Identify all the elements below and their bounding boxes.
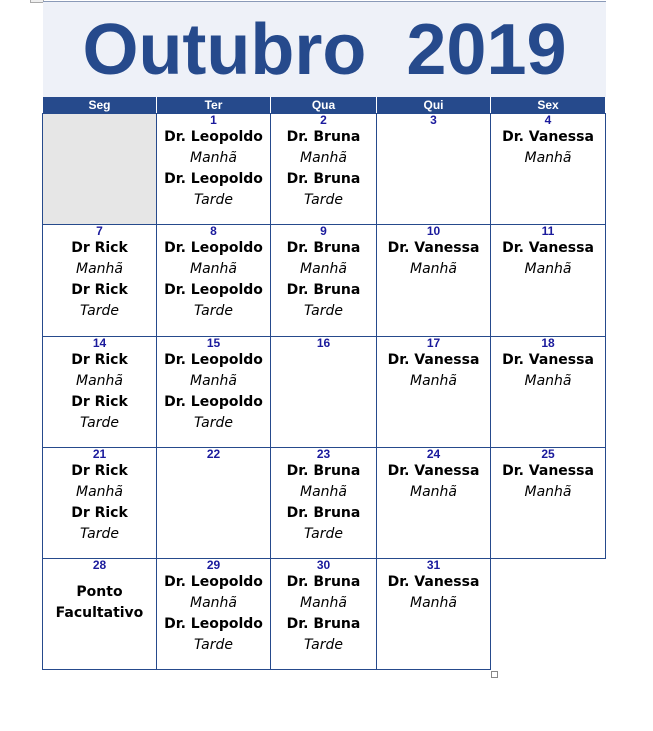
day-number: 28: [92, 558, 107, 572]
shift-label: Tarde: [80, 526, 119, 542]
day-cell[interactable]: [42, 336, 157, 448]
shift-label: Tarde: [194, 415, 233, 431]
day-number: 23: [316, 447, 331, 461]
doctor-name: Dr. Bruna: [286, 240, 361, 256]
note-line: Ponto: [76, 584, 123, 600]
shift-label: Manhã: [190, 373, 237, 389]
day-cell[interactable]: [490, 447, 606, 559]
shift-label: Manhã: [410, 261, 457, 277]
doctor-name: Dr. Leopoldo: [164, 240, 263, 256]
doctor-name: Dr. Bruna: [286, 616, 361, 632]
shift-label: Tarde: [304, 192, 343, 208]
day-number: 15: [206, 336, 221, 350]
weekday-seg: Seg: [43, 97, 157, 113]
doctor-name: Dr. Vanessa: [387, 352, 480, 368]
day-cell[interactable]: [376, 336, 491, 448]
day-number: 3: [430, 113, 437, 127]
day-number: 14: [92, 336, 107, 350]
day-cell[interactable]: [376, 447, 491, 559]
day-number: 2: [320, 113, 327, 127]
doctor-name: Dr Rick: [71, 240, 128, 256]
day-number: 18: [541, 336, 555, 350]
day-number: 21: [92, 447, 107, 461]
day-number: 17: [426, 336, 441, 350]
doctor-name: Dr. Leopoldo: [164, 616, 263, 632]
day-cell[interactable]: [376, 558, 491, 670]
day-number: 4: [544, 113, 552, 127]
day-number: 30: [316, 558, 331, 572]
shift-label: Tarde: [304, 526, 343, 542]
shift-label: Manhã: [190, 595, 237, 611]
shift-label: Tarde: [194, 637, 233, 653]
doctor-name: Dr. Bruna: [286, 463, 361, 479]
day-cell[interactable]: [490, 558, 606, 670]
doctor-name: Dr Rick: [71, 394, 128, 410]
doctor-name: Dr. Leopoldo: [164, 394, 263, 410]
weekday-qui: Qui: [377, 97, 491, 113]
doctor-name: Dr. Leopoldo: [164, 574, 263, 590]
shift-label: Manhã: [76, 261, 123, 277]
shift-label: Manhã: [76, 484, 123, 500]
doctor-name: Dr. Leopoldo: [164, 171, 263, 187]
day-number: 9: [320, 224, 327, 238]
shift-label: Manhã: [524, 373, 572, 389]
doctor-name: Dr. Bruna: [286, 282, 361, 298]
shift-label: Manhã: [300, 595, 347, 611]
doctor-name: Dr. Vanessa: [387, 240, 480, 256]
day-cell[interactable]: [156, 224, 271, 337]
doctor-name: Dr Rick: [71, 352, 128, 368]
doctor-name: Dr. Vanessa: [387, 574, 480, 590]
day-number: 7: [96, 224, 103, 238]
shift-label: Manhã: [524, 150, 572, 166]
calendar-title: Outubro 2019: [43, 1, 606, 98]
day-cell[interactable]: [42, 224, 157, 337]
day-cell[interactable]: [156, 336, 271, 448]
day-cell[interactable]: [42, 113, 157, 225]
doctor-name: Dr. Leopoldo: [164, 282, 263, 298]
doctor-name: Dr. Bruna: [286, 171, 361, 187]
day-cell[interactable]: [270, 336, 377, 448]
day-cell[interactable]: [490, 113, 606, 225]
weekday-header: [43, 97, 606, 113]
day-number: 29: [206, 558, 221, 572]
shift-label: Manhã: [300, 484, 347, 500]
day-number: 31: [426, 558, 441, 572]
day-number: 8: [210, 224, 217, 238]
doctor-name: Dr. Leopoldo: [164, 352, 263, 368]
doctor-name: Dr. Vanessa: [502, 240, 594, 256]
day-number: 24: [426, 447, 441, 461]
day-cell[interactable]: [490, 336, 606, 448]
doctor-name: Dr. Vanessa: [502, 352, 594, 368]
day-cell[interactable]: [42, 447, 157, 559]
select-all-corner[interactable]: [30, 0, 44, 3]
shift-label: Manhã: [410, 595, 457, 611]
note-text: [43, 582, 156, 624]
doctor-name: Dr. Bruna: [286, 129, 361, 145]
shift-label: Manhã: [410, 373, 457, 389]
shift-label: Manhã: [300, 150, 347, 166]
day-number: 16: [316, 336, 331, 350]
day-number: 22: [206, 447, 221, 461]
day-cell[interactable]: [270, 447, 377, 559]
day-cell[interactable]: [376, 113, 491, 225]
shift-label: Manhã: [76, 373, 123, 389]
day-number: 1: [210, 113, 217, 127]
day-cell[interactable]: [270, 558, 377, 670]
doctor-name: Dr. Leopoldo: [164, 129, 263, 145]
day-cell[interactable]: [156, 113, 271, 225]
doctor-name: Dr Rick: [71, 505, 128, 521]
day-cell[interactable]: [156, 447, 271, 559]
doctor-name: Dr. Bruna: [286, 505, 361, 521]
shift-label: Manhã: [190, 261, 237, 277]
day-number: 11: [541, 224, 555, 238]
shift-label: Tarde: [194, 192, 233, 208]
shift-label: Manhã: [300, 261, 347, 277]
doctor-name: Dr Rick: [71, 282, 128, 298]
weekday-qua: Qua: [271, 97, 377, 113]
resize-handle[interactable]: [491, 671, 498, 678]
shift-label: Tarde: [80, 303, 119, 319]
note-line: Facultativo: [55, 605, 144, 621]
day-number: 25: [541, 447, 555, 461]
doctor-name: Dr. Vanessa: [502, 129, 594, 145]
shift-label: Manhã: [524, 484, 572, 500]
weekday-ter: Ter: [157, 97, 271, 113]
day-cell[interactable]: [156, 558, 271, 670]
day-cell[interactable]: [270, 224, 377, 337]
weekday-sex: Sex: [491, 97, 606, 113]
day-cell[interactable]: [270, 113, 377, 225]
shift-label: Tarde: [304, 637, 343, 653]
day-cell[interactable]: [42, 558, 157, 670]
doctor-name: Dr. Vanessa: [502, 463, 594, 479]
shift-label: Manhã: [410, 484, 457, 500]
shift-label: Manhã: [190, 150, 237, 166]
doctor-name: Dr. Bruna: [286, 574, 361, 590]
day-number: 10: [426, 224, 441, 238]
shift-label: Tarde: [194, 303, 233, 319]
shift-label: Manhã: [524, 261, 572, 277]
day-cell[interactable]: [490, 224, 606, 337]
doctor-name: Dr. Vanessa: [387, 463, 480, 479]
shift-label: Tarde: [80, 415, 119, 431]
doctor-name: Dr Rick: [71, 463, 128, 479]
day-cell[interactable]: [376, 224, 491, 337]
shift-label: Tarde: [304, 303, 343, 319]
